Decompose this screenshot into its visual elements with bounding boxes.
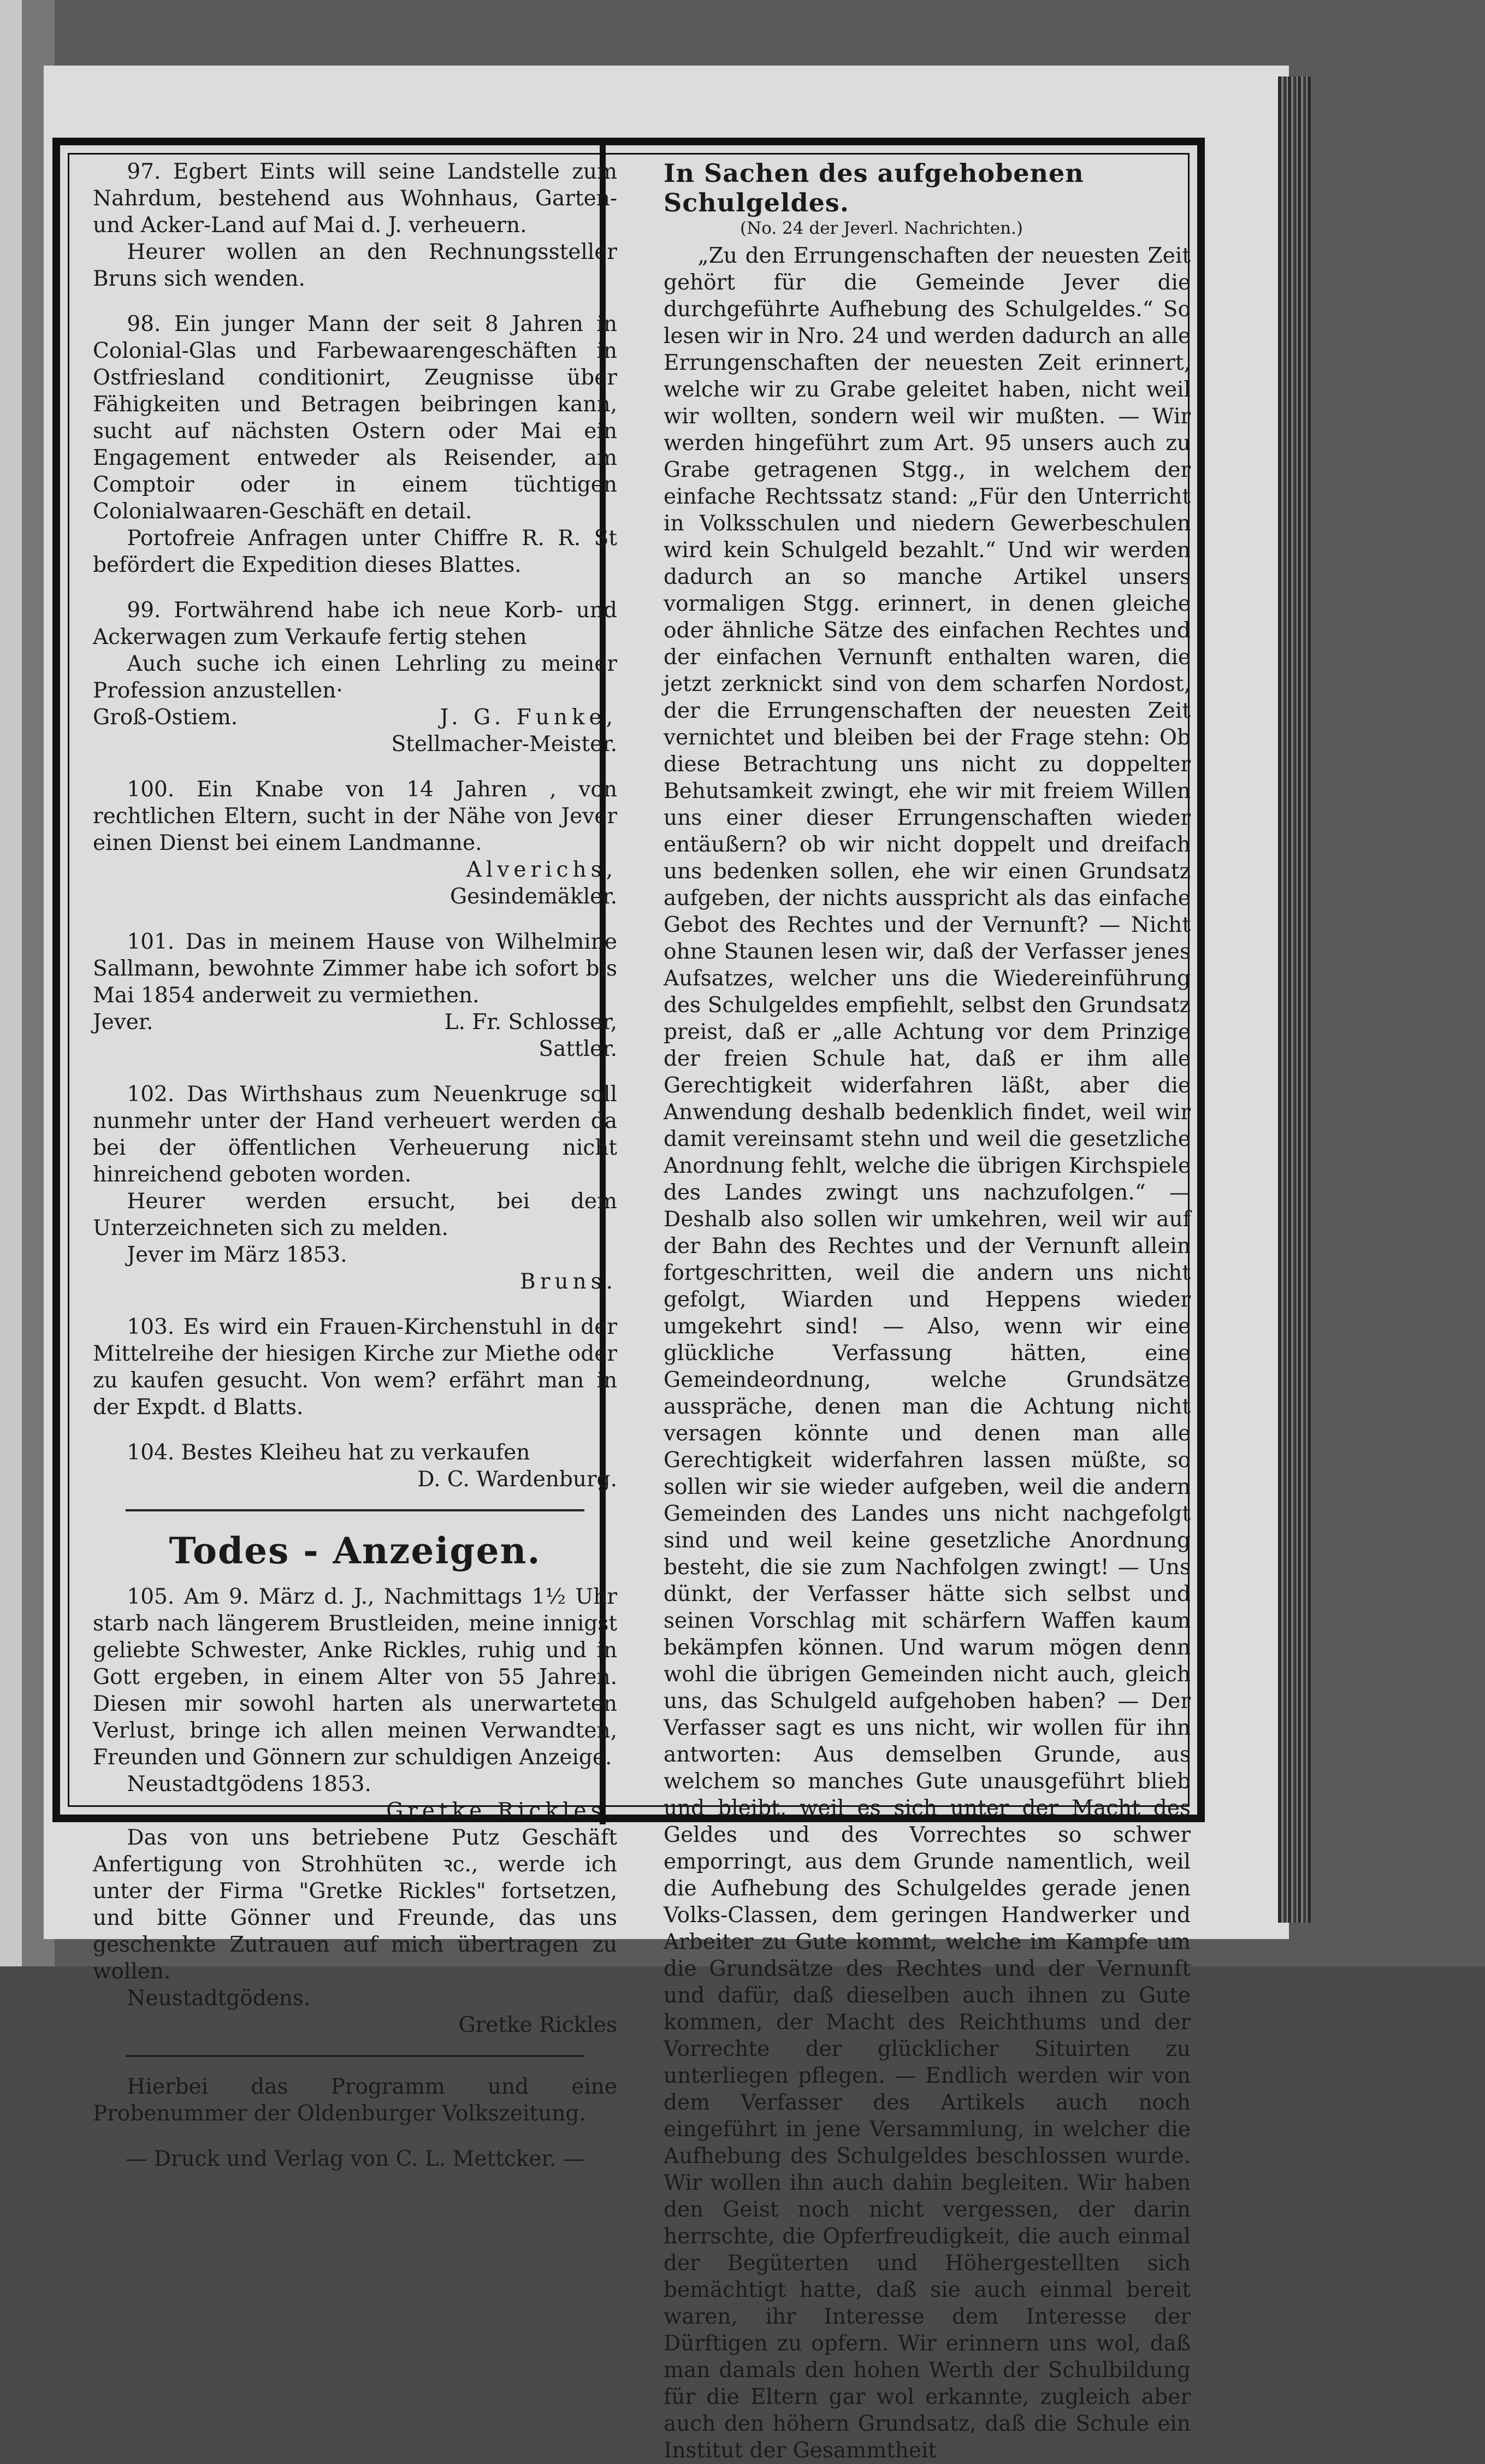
ad-signature: Gretke Rickles. (386, 1799, 617, 1823)
section-rule (126, 1509, 584, 1511)
ad-number: 99. (127, 598, 161, 623)
ad-number: 100. (127, 777, 175, 802)
ad-97 (93, 158, 617, 292)
section-rule (126, 2055, 584, 2057)
ad-number: 101. (127, 930, 175, 954)
enclosure-note: Hierbei das Programm und eine Probenummer der Oldenburger Volkszeitung. (93, 2075, 617, 2126)
ad-text: Heurer wollen an den Rechnungssteller Bruns sich wenden. (93, 240, 617, 291)
ad-place: Jever im März 1853. (127, 1243, 347, 1267)
ad-text: Bestes Kleiheu hat zu verkaufen (181, 1440, 530, 1465)
ad-text: Fortwährend habe ich neue Korb- und Ackerwagen zum Verkaufe fertig stehen (93, 598, 617, 649)
ad-number: 98. (127, 312, 161, 336)
ad-98 (93, 311, 617, 578)
ad-signature: Bruns. (520, 1269, 617, 1294)
ad-text: Ein Knabe von 14 Jahren , von rechtlichen Eltern, sucht in der Nähe von Jever einen Dienst bei einem Landmanne. (93, 777, 617, 855)
article-source: (No. 24 der Jeverl. Nachrichten.) (740, 218, 1023, 238)
ad-place: Neustadtgödens 1853. (127, 1772, 371, 1797)
ad-signature: Gretke Rickles (458, 2013, 617, 2037)
death-notice-105 (93, 1583, 617, 2038)
ad-signature: J. G. Funke, (440, 705, 617, 730)
ad-number: 97. (127, 159, 161, 184)
ad-101 (93, 929, 617, 1062)
ad-102 (93, 1081, 617, 1295)
facing-page-edge (0, 0, 22, 1966)
ad-place: Jever. (93, 1010, 153, 1035)
printer-imprint: — Druck und Verlag von C. L. Mettcker. — (126, 2147, 584, 2171)
ad-104 (93, 1439, 617, 1493)
article-body: „Zu den Errungenschaften der neuesten Zeit gehört für die Gemeinde Jever die durchgeführte Aufhebung des Schulgeldes.“ So lesen wir in Nro. 24 und werden dadurch an alle Errungenschaften der neuesten Zeit erinnert, welche wir zu Grabe geleitet haben, nicht weil wir wollten, sondern weil wir mußten. — Wir werden hingeführt zum Art. 95 unsers auch zu Grabe getragenen Stgg., in welchem der einfache Rechtssatz stand: „Für den Unterricht in Volksschulen und niedern Gewerbeschulen wird kein Schulgeld bezahlt.“ Und wir werden dadurch an so manche Artikel unsers vormaligen Stgg. erinnert, in denen gleiche oder ähnliche Sätze des einfachen Rechtes und der einfachen Vernunft enthalten waren, die jetzt zerknickt sind von dem scharfen Nordost, der die Errungenschaften der neuesten Zeit vernichtet und bleiben bei der Frage stehn: Ob diese Betrachtung uns nicht zu doppelter Behutsamkeit zwingt, ehe wir mit freiem Willen uns einer dieser Errungenschaften wieder entäußern? ob wir nicht doppelt und dreifach uns bedenken sollen, ehe wir einen Grundsatz aufgeben, der nichts ausspricht als das einfache Gebot des Rechtes und der Vernunft? — Nicht ohne Staunen lesen wir, daß der Verfasser jenes Aufsatzes, welcher uns die Wiedereinführung des Schulgeldes empfiehlt, selbst den Grundsatz preist, daß er „alle Achtung vor dem Prinzige der freien Schule hat, daß er ihm alle Gerechtigkeit widerfahren läßt, aber die Anwendung deshalb bedenklich findet, weil wir damit vereinsamt stehn und weil die gesetzliche Anordnung fehlt, welche die übrigen Kirchspiele des Landes zwingt uns nachzufolgen.“ — Deshalb also sollen wir umkehren, weil wir auf der Bahn des Rechtes und der Vernunft allein fortgeschritten, weil die andern uns nicht gefolgt, Wiarden und Heppens wieder umgekehrt sind! — Also, wenn wir eine glückliche Verfassung hätten, eine Gemeindeordnung, welche Grundsätze ausspräche, denen man die Achtung nicht versagen könnte und denen man alle Gerechtigkeit widerfahren lassen müßte, so sollen wir sie wieder aufgeben, weil die andern Gemeinden des Landes uns nicht nachgefolgt sind und weil keine gesetzliche Anordnung besteht, die sie zum Nachfolgen zwingt! — Uns dünkt, der Verfasser hätte sich selbst und seinen Vorschlag mit schärfern Waffen kaum bekämpfen können. Und warum mögen denn wohl die übrigen Gemeinden nicht auch, gleich uns, das Schulgeld aufgehoben haben? — Der Verfasser sagt es uns nicht, wir wollen für ihn antworten: Aus demselben Grunde, aus welchem so manches Gute unausgeführt blieb und bleibt, weil es sich unter der Macht des Geldes und des Vorrechtes so schwer emporringt, aus dem Grunde namentlich, weil die Aufhebung des Schulgeldes gerade jenen Volks-Classen, dem geringen Handwerker und Arbeiter zu Gute kommt, welche im Kampfe um die Grundsätze des Rechtes und der Vernunft und dafür, daß dieselben auch ihnen zu Gute kommen, der Macht des Reichthums und der Vorrechte der glücklicher Situirten zu unterliegen pflegen. — Endlich werden wir von dem Verfasser des Artikels auch noch eingeführt in jene Versammlung, in welcher die Aufhebung des Schulgeldes beschlossen wurde. Wir wollen ihn auch dahin begleiten. Wir haben den Geist noch nicht vergessen, der darin herrschte, die Opferfreudigkeit, die auch einmal der Begüterten und Höhergestellten sich bemächtigt hatte, daß sie auch einmal bereit waren, ihr Interesse dem Interesse der Dürftigen zu opfern. Wir erinnern uns wol, daß man damals den hohen Werth der Schulbildung für die Eltern gar wol erkannte, zugleich aber auch den höhern Grundsatz, daß die Schule ein Institut der Gesammtheit (664, 244, 1191, 2463)
ad-text: Egbert Eints will seine Landstelle zum Nahrdum, bestehend aus Wohnhaus, Garten- und Acker-Land auf Mai d. J. verheuern. (93, 159, 617, 238)
ad-text: Heurer werden ersucht, bei dem Unterzeichneten sich zu melden. (93, 1189, 617, 1240)
ad-text: Portofreie Anfragen unter Chiffre R. R. St befördert die Expedition dieses Blattes. (93, 526, 617, 577)
ad-place: Neustadtgödens. (127, 1986, 311, 2011)
ad-text: Das von uns betriebene Putz Geschäft Anfertigung von Strohhüten ꝛc., werde ich unter der Firma "Gretke Rickles" fortsetzen, und bitte Gönner und Freunde, das uns geschenkte Zutrauen auf mich übertragen zu wollen. (93, 1825, 617, 1984)
ad-role: Gesindemäkler. (449, 884, 617, 909)
ad-number: 103. (127, 1315, 175, 1339)
ad-number: 102. (127, 1082, 175, 1107)
page-stack-edge (1278, 76, 1311, 1923)
ad-99 (93, 597, 617, 758)
ad-role: Stellmacher-Meister. (391, 732, 617, 757)
ad-text: Das Wirthshaus zum Neuenkruge soll nunmehr unter der Hand verheuert werden da bei der öffentlichen Verheuerung nicht hinreichend geboten worden. (93, 1082, 617, 1187)
ad-103 (93, 1314, 617, 1421)
ad-role: Sattler. (539, 1037, 617, 1061)
ad-signature: Alverichs, (466, 858, 617, 882)
death-notices-heading: Todes - Anzeigen. (169, 1529, 541, 1572)
ad-text: Ein junger Mann der seit 8 Jahren in Colonial-Glas und Farbewaarengeschäften in Ostfriesland conditionirt, Zeugnisse über Fähigkeiten und Betragen beibringen kann, sucht auf nächsten Ostern oder Mai ein Engagement entweder als Reisender, am Comptoir oder in einem tüchtigen Colonialwaaren-Geschäft en detail. (93, 312, 618, 524)
ad-text: Das in meinem Hause von Wilhelmine Sallmann, bewohnte Zimmer habe ich sofort bis Mai 1854 anderweit zu vermiethen. (93, 930, 617, 1008)
ad-number: 105. (127, 1585, 175, 1609)
ad-place: Groß-Ostiem. (93, 705, 238, 730)
ad-text: Am 9. März d. J., Nachmittags 1½ Uhr starb nach längerem Brustleiden, meine innigst geliebte Schwester, Anke Rickles, ruhig und in Gott ergeben, in einem Alter von 55 Jahren. Diesen mir sowohl harten als unerwarteten Verlust, bringe ich allen meinen Verwandten, Freunden und Gönnern zur schuldigen Anzeige. (93, 1585, 617, 1770)
right-column (664, 158, 1191, 2464)
ad-number: 104. (127, 1440, 175, 1465)
left-column (93, 158, 617, 2194)
ad-signature: L. Fr. Schlosser, (444, 1010, 617, 1035)
ad-text: Es wird ein Frauen-Kirchenstuhl in der Mittelreihe der hiesigen Kirche zur Miethe oder zu kaufen gesucht. Von wem? erfährt man in der Expdt. d Blatts. (93, 1315, 617, 1420)
ad-100 (93, 776, 617, 910)
ad-signature: D. C. Wardenburg. (417, 1467, 617, 1492)
article-heading: In Sachen des aufgehobenen Schulgeldes. (664, 158, 1084, 217)
ad-text: Auch suche ich einen Lehrling zu meiner Profession anzustellen· (93, 652, 617, 703)
